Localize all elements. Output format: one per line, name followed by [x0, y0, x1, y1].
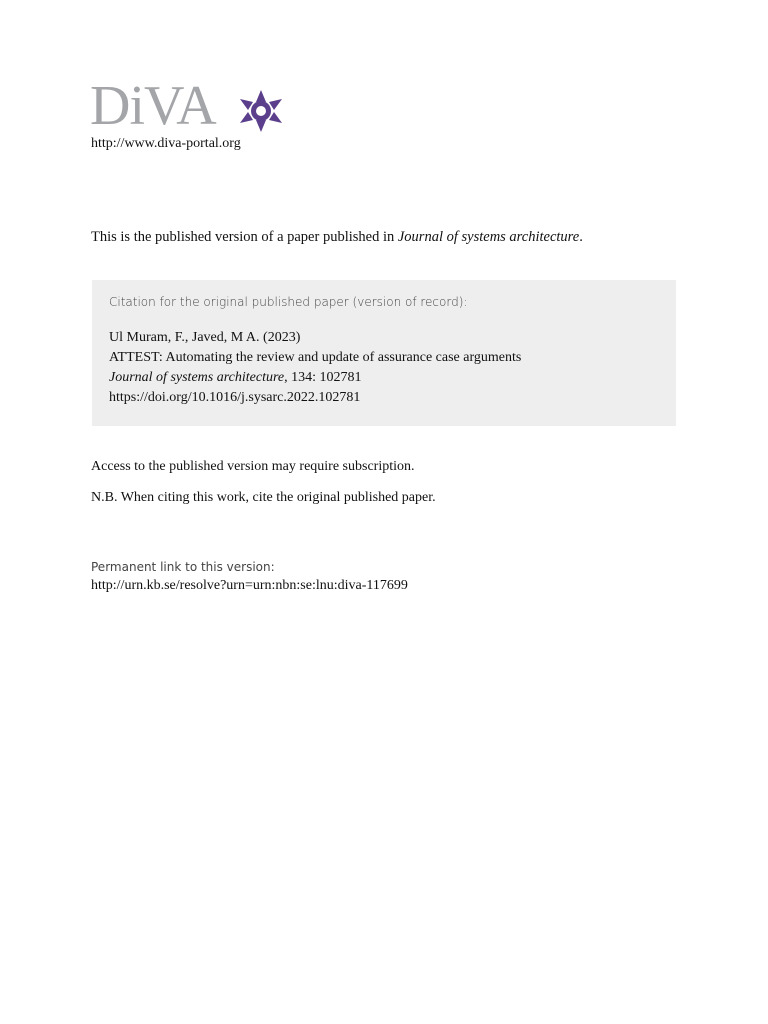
citation-box	[92, 280, 676, 426]
citation-lines	[109, 328, 521, 408]
intro-statement	[91, 228, 583, 246]
permanent-link[interactable]: http://urn.kb.se/resolve?urn=urn:nbn:se:lnu:diva-117699	[91, 578, 408, 593]
access-note: Access to the published version may require subscription.	[91, 459, 415, 474]
intro-suffix: .	[579, 229, 583, 245]
citation-doi[interactable]: https://doi.org/10.1016/j.sysarc.2022.102781	[109, 390, 361, 405]
diva-logo	[90, 75, 290, 138]
nb-note: N.B. When citing this work, cite the original published paper.	[91, 490, 436, 505]
intro-prefix: This is the published version of a paper published in	[91, 229, 398, 245]
citation-journal-line	[109, 368, 521, 388]
citation-volume: , 134: 102781	[284, 370, 362, 385]
portal-url[interactable]: http://www.diva-portal.org	[91, 136, 241, 151]
star-icon	[236, 88, 286, 134]
citation-journal: Journal of systems architecture	[109, 370, 285, 385]
intro-journal: Journal of systems architecture	[397, 229, 580, 245]
citation-heading: Citation for the original published paper (version of record):	[109, 295, 468, 309]
citation-title: ATTEST: Automating the review and update of assurance case arguments	[109, 350, 522, 365]
citation-authors: Ul Muram, F., Javed, M A. (2023)	[109, 330, 301, 345]
permanent-link-label: Permanent link to this version:	[91, 560, 275, 574]
logo-text: DiVA	[90, 75, 216, 137]
